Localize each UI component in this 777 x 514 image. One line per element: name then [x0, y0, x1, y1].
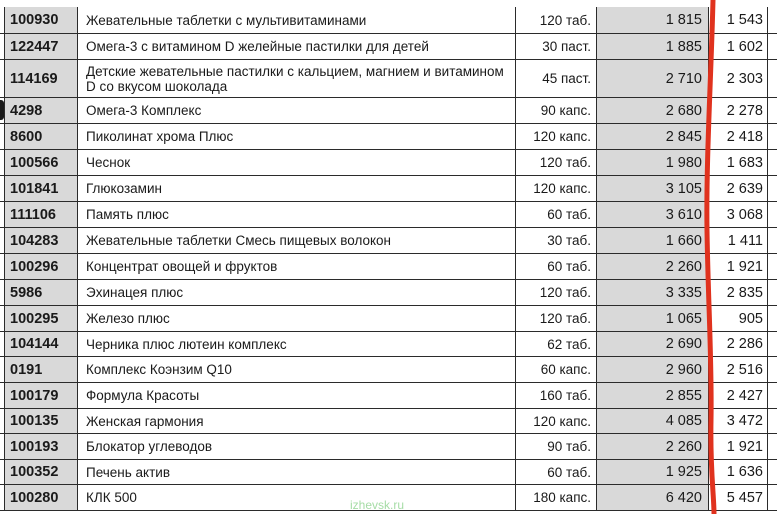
- table-row: [0, 332, 777, 357]
- table-row: [0, 7, 777, 34]
- extra-column: [768, 306, 777, 331]
- table-row: [0, 124, 777, 150]
- retail-price: 1 815: [597, 7, 709, 33]
- extra-column: [768, 254, 777, 279]
- product-code: 101841: [4, 176, 78, 201]
- product-code: 0191: [4, 357, 78, 382]
- table-row: [0, 60, 777, 98]
- retail-price: 6 420: [597, 485, 709, 510]
- product-name: Железо плюс: [78, 306, 516, 331]
- retail-price: 2 260: [597, 434, 709, 459]
- package-size: 120 таб.: [516, 280, 597, 305]
- retail-price: 1 660: [597, 228, 709, 253]
- extra-column: [768, 202, 777, 227]
- product-name: Омега-3 с витамином D желейные пастилки для детей: [78, 34, 516, 59]
- product-code: 4298: [4, 98, 78, 123]
- table-row: [0, 98, 777, 124]
- club-price: 2 639: [709, 176, 768, 201]
- package-size: 30 таб.: [516, 228, 597, 253]
- club-price: 2 418: [709, 124, 768, 149]
- retail-price: 3 610: [597, 202, 709, 227]
- product-name: Концентрат овощей и фруктов: [78, 254, 516, 279]
- product-code: 114169: [4, 60, 78, 97]
- club-price: 2 835: [709, 280, 768, 305]
- product-code: 122447: [4, 34, 78, 59]
- package-size: 120 капс.: [516, 176, 597, 201]
- retail-price: 1 065: [597, 306, 709, 331]
- extra-column: [768, 280, 777, 305]
- retail-price: 3 335: [597, 280, 709, 305]
- table-row: [0, 34, 777, 60]
- extra-column: [768, 7, 777, 33]
- extra-column: [768, 150, 777, 175]
- club-price: 1 602: [709, 34, 768, 59]
- product-code: 100566: [4, 150, 78, 175]
- extra-column: [768, 485, 777, 510]
- club-price: 2 303: [709, 60, 768, 97]
- extra-column: [768, 357, 777, 382]
- retail-price: 1 925: [597, 460, 709, 484]
- retail-price: 2 710: [597, 60, 709, 97]
- product-code: 100930: [4, 7, 78, 33]
- extra-column: [768, 60, 777, 97]
- product-code: 8600: [4, 124, 78, 149]
- package-size: 30 паст.: [516, 34, 597, 59]
- product-name: Комплекс Коэнзим Q10: [78, 357, 516, 382]
- package-size: 120 таб.: [516, 150, 597, 175]
- package-size: 62 таб.: [516, 332, 597, 356]
- product-name: Глюкозамин: [78, 176, 516, 201]
- package-size: 60 таб.: [516, 202, 597, 227]
- package-size: 90 капс.: [516, 98, 597, 123]
- table-row: [0, 434, 777, 460]
- product-code: 100179: [4, 383, 78, 408]
- product-name: Формула Красоты: [78, 383, 516, 408]
- club-price: 1 921: [709, 434, 768, 459]
- table-row: [0, 357, 777, 383]
- package-size: 60 таб.: [516, 254, 597, 279]
- extra-column: [768, 409, 777, 433]
- product-name: Чеснок: [78, 150, 516, 175]
- package-size: 45 паст.: [516, 60, 597, 97]
- table-row: [0, 460, 777, 485]
- package-size: 60 капс.: [516, 357, 597, 382]
- package-size: 180 капс.: [516, 485, 597, 510]
- product-name: Блокатор углеводов: [78, 434, 516, 459]
- extra-column: [768, 98, 777, 123]
- retail-price: 2 260: [597, 254, 709, 279]
- club-price: 2 516: [709, 357, 768, 382]
- table-row: [0, 306, 777, 332]
- product-name: Черника плюс лютеин комплекс: [78, 332, 516, 356]
- retail-price: 2 680: [597, 98, 709, 123]
- product-name: Жевательные таблетки с мультивитаминами: [78, 7, 516, 33]
- table-row: [0, 280, 777, 306]
- product-name: Омега-3 Комплекс: [78, 98, 516, 123]
- package-size: 60 таб.: [516, 460, 597, 484]
- retail-price: 2 960: [597, 357, 709, 382]
- retail-price: 1 885: [597, 34, 709, 59]
- package-size: 160 таб.: [516, 383, 597, 408]
- product-code: 5986: [4, 280, 78, 305]
- extra-column: [768, 176, 777, 201]
- table-row: [0, 150, 777, 176]
- extra-column: [768, 228, 777, 253]
- club-price: 5 457: [709, 485, 768, 510]
- retail-price: 1 980: [597, 150, 709, 175]
- product-name: Эхинацея плюс: [78, 280, 516, 305]
- product-name: Пиколинат хрома Плюс: [78, 124, 516, 149]
- product-code: 104144: [4, 332, 78, 356]
- product-name: КЛК 500: [78, 485, 516, 510]
- extra-column: [768, 460, 777, 484]
- table-row: [0, 409, 777, 434]
- club-price: 3 068: [709, 202, 768, 227]
- extra-column: [768, 124, 777, 149]
- club-price: 905: [709, 306, 768, 331]
- product-name: Женская гармония: [78, 409, 516, 433]
- club-price: 2 286: [709, 332, 768, 356]
- product-name: Детские жевательные пастилки с кальцием, магнием и витамином D со вкусом шоколада: [78, 60, 516, 97]
- retail-price: 4 085: [597, 409, 709, 433]
- table-top-edge: [0, 0, 777, 6]
- table-row: [0, 254, 777, 280]
- product-code: 111106: [4, 202, 78, 227]
- product-name: Печень актив: [78, 460, 516, 484]
- club-price: 1 683: [709, 150, 768, 175]
- retail-price: 2 855: [597, 383, 709, 408]
- product-code: 100295: [4, 306, 78, 331]
- package-size: 90 таб.: [516, 434, 597, 459]
- club-price: 1 543: [709, 7, 768, 33]
- package-size: 120 капс.: [516, 124, 597, 149]
- product-name: Жевательные таблетки Смесь пищевых волокон: [78, 228, 516, 253]
- product-name: Память плюс: [78, 202, 516, 227]
- extra-column: [768, 434, 777, 459]
- product-code: 100280: [4, 485, 78, 510]
- retail-price: 2 845: [597, 124, 709, 149]
- retail-price: 2 690: [597, 332, 709, 356]
- table-row: [0, 228, 777, 254]
- watermark-text: izhevsk.ru: [350, 498, 405, 512]
- table-row: [0, 383, 777, 409]
- product-code: 100296: [4, 254, 78, 279]
- club-price: 1 921: [709, 254, 768, 279]
- product-code: 100193: [4, 434, 78, 459]
- club-price: 3 472: [709, 409, 768, 433]
- table-row: [0, 202, 777, 228]
- product-code: 100352: [4, 460, 78, 484]
- product-code: 100135: [4, 409, 78, 433]
- retail-price: 3 105: [597, 176, 709, 201]
- club-price: 1 636: [709, 460, 768, 484]
- extra-column: [768, 383, 777, 408]
- table-row: [0, 176, 777, 202]
- extra-column: [768, 34, 777, 59]
- package-size: 120 таб.: [516, 7, 597, 33]
- product-code: 104283: [4, 228, 78, 253]
- package-size: 120 капс.: [516, 409, 597, 433]
- club-price: 1 411: [709, 228, 768, 253]
- club-price: 2 427: [709, 383, 768, 408]
- package-size: 120 таб.: [516, 306, 597, 331]
- extra-column: [768, 332, 777, 356]
- club-price: 2 278: [709, 98, 768, 123]
